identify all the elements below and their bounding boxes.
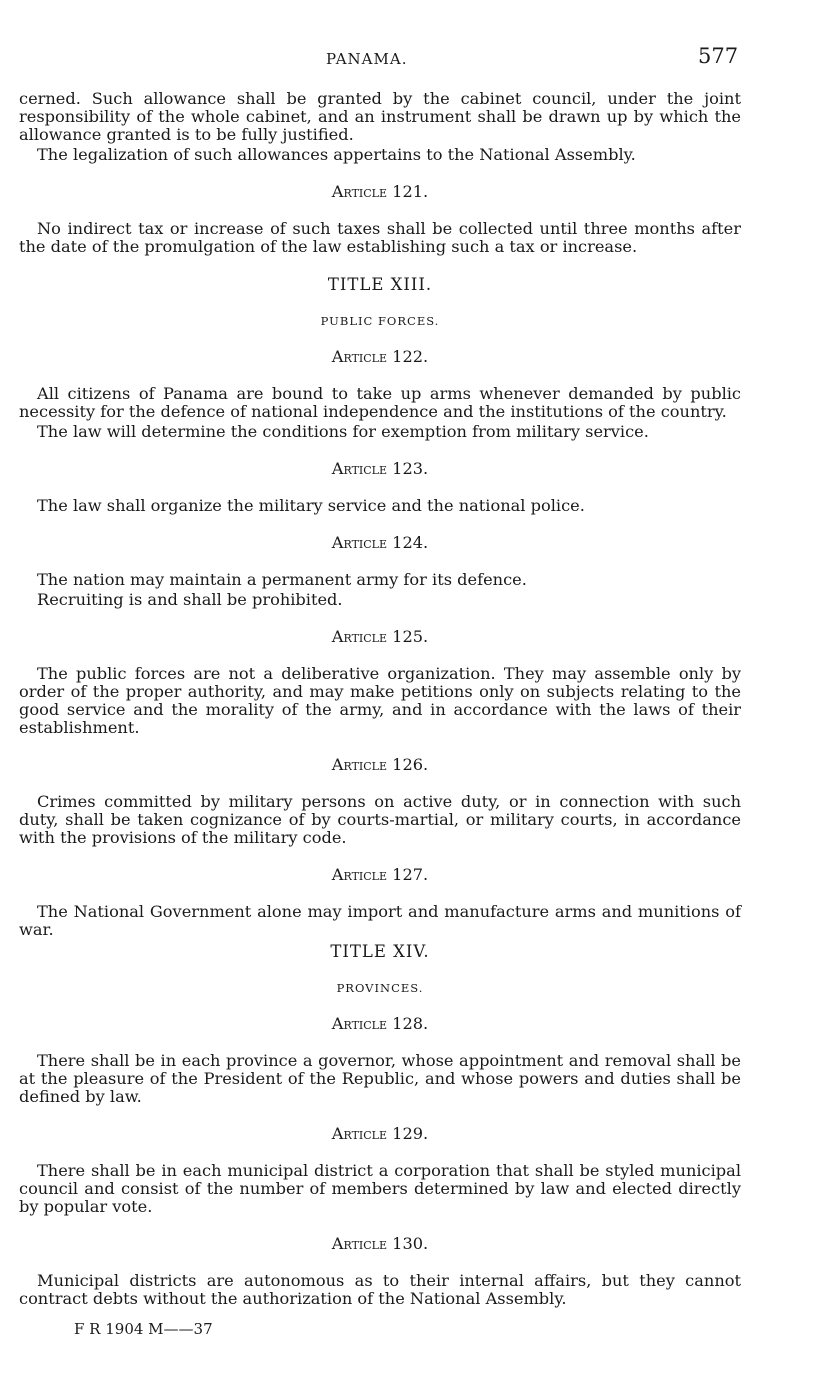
- paragraph: There shall be in each province a governor, whose appointment and removal shall be at the pleasure of the President of the Republic, and whose powers and duties shall be defined by law.: [19, 1051, 741, 1106]
- page-header: [0, 44, 821, 74]
- paragraph: The National Government alone may import and manufacture arms and munitions of war.: [19, 902, 741, 939]
- paragraph: The law will determine the conditions for exemption from military service.: [37, 422, 649, 441]
- article-heading: Article 127.: [331, 865, 429, 884]
- signature-mark: F R 1904 M——37: [74, 1320, 213, 1338]
- article-heading: Article 130.: [331, 1234, 429, 1253]
- paragraph: cerned. Such allowance shall be granted by the cabinet council, under the joint responsibility of the whole cabinet, and an instrument shall be drawn up by which the allowance granted is to be fully justified.: [19, 89, 741, 144]
- article-heading: Article 121.: [331, 182, 429, 201]
- paragraph: Recruiting is and shall be prohibited.: [37, 590, 343, 609]
- article-heading: Article 124.: [331, 533, 429, 552]
- paragraph: The nation may maintain a permanent army for its defence.: [37, 570, 527, 589]
- title-subheading: PUBLIC FORCES.: [320, 314, 440, 328]
- paragraph: All citizens of Panama are bound to take up arms whenever demanded by public necessity for the defence of national independence and the institutions of the country.: [19, 384, 741, 421]
- title-heading: TITLE XIV.: [330, 942, 430, 961]
- paragraph: The legalization of such allowances appertains to the National Assembly.: [37, 145, 636, 164]
- paragraph: No indirect tax or increase of such taxes shall be collected until three months after the date of the promulgation of the law establishing such a tax or increase.: [19, 219, 741, 256]
- title-subheading: PROVINCES.: [336, 981, 424, 995]
- article-heading: Article 128.: [331, 1014, 429, 1033]
- paragraph: Municipal districts are autonomous as to their internal affairs, but they cannot contract debts without the authorization of the National Assembly.: [19, 1271, 741, 1308]
- article-heading: Article 123.: [331, 459, 429, 478]
- running-head: PANAMA.: [326, 50, 408, 68]
- article-heading: Article 122.: [331, 347, 429, 366]
- page-number: 577: [698, 44, 739, 68]
- article-heading: Article 125.: [331, 627, 429, 646]
- paragraph: The law shall organize the military service and the national police.: [37, 496, 585, 515]
- article-heading: Article 129.: [331, 1124, 429, 1143]
- article-heading: Article 126.: [331, 755, 429, 774]
- title-heading: TITLE XIII.: [327, 275, 433, 294]
- paragraph: There shall be in each municipal district a corporation that shall be styled municipal council and consist of the number of members determined by law and elected directly by popular vote.: [19, 1161, 741, 1216]
- paragraph: Crimes committed by military persons on active duty, or in connection with such duty, shall be taken cognizance of by courts-martial, or military courts, in accordance with the provisions of the military code.: [19, 792, 741, 847]
- document-body: [19, 90, 741, 1310]
- paragraph: The public forces are not a deliberative organization. They may assemble only by order of the proper authority, and may make petitions only on subjects relating to the good service and the morality of the army, and in accordance with the laws of their establishment.: [19, 664, 741, 737]
